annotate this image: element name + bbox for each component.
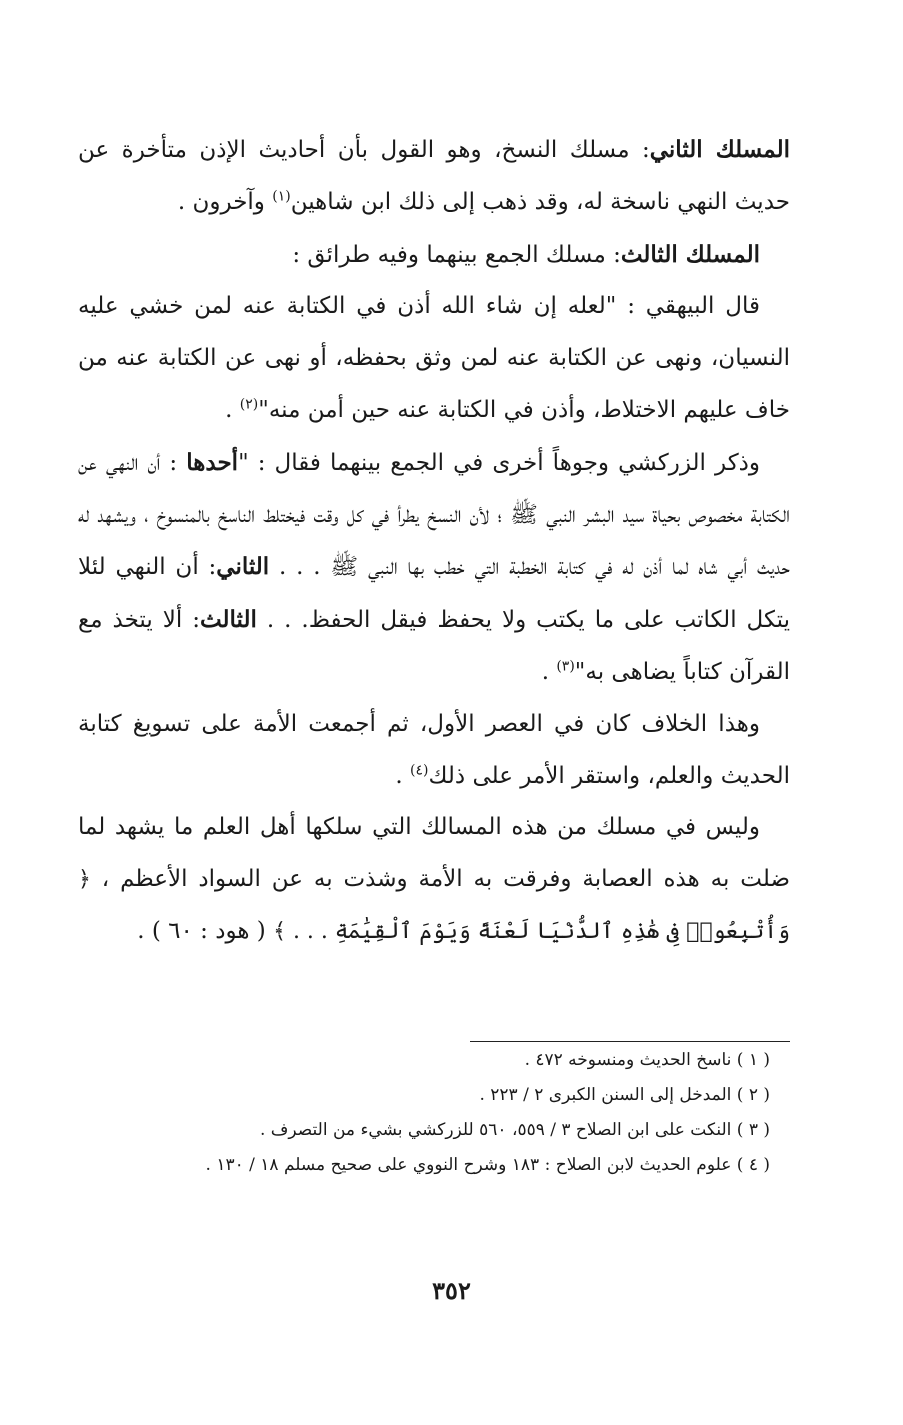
paragraph-text: وذكر الزركشي وجوهاً أخرى في الجمع بينهما فقال : " <box>238 449 760 476</box>
footnote-item: ( ٣ ) النكت على ابن الصلاح ٣ / ٥٥٩، ٥٦٠ للزركشي بشيء من التصرف . <box>260 1120 770 1140</box>
paragraph-bayhaqi <box>78 281 790 436</box>
paragraph-zarkashi <box>78 437 790 699</box>
verse-citation: ( هود : ٦٠ ) . <box>137 917 274 944</box>
paragraph-text: : مسلك الجمع بينهما وفيه طرائق : <box>292 241 621 268</box>
footnote-item: ( ٤ ) علوم الحديث لابن الصلاح : ١٨٣ وشرح النووي على صحيح مسلم ١٨ / ١٣٠ . <box>205 1155 770 1175</box>
term-second: الثاني <box>216 553 270 581</box>
paragraph-text: : ألا يتخذ مع القرآن كتاباً يضاهى به" <box>78 607 790 685</box>
footnotes <box>80 1043 770 1183</box>
paragraph-text: : أن النهي عن الكتابة مخصوص بحياة سيد البشر النبي ﷺ ؛ لأن النسخ يطرأ في كل وقت فيختلط الناسخ بالمنسوخ ، ويشهد له حديث أبي شاه لما أذن له في كتابة الخطبة التي خطب بها النبي ﷺ . . . <box>78 449 790 581</box>
paragraph-conclusion <box>78 802 790 957</box>
paragraph-text: وليس في مسلك من هذه المسالك التي سلكها أهل العلم ما يشهد لما ضلت به هذه العصابة وفرقت به الأمة وشذت به عن السواد الأعظم ، <box>78 814 791 893</box>
page-number: ٣٥٢ <box>432 1276 471 1305</box>
quran-verse: ﴿ وَأُتْبِعُوا۟ فِى هَٰذِهِ ٱلدُّنْيَا لَعْنَةً وَيَوْمَ ٱلْقِيَٰمَةِ . . . ﴾ <box>78 867 790 944</box>
paragraph-third-approach <box>78 229 790 282</box>
paragraph-text: : مسلك النسخ، وهو القول بأن أحاديث الإذن متأخرة عن حديث النهي ناسخة له، وقد ذهب إلى ذلك ابن شاهين <box>78 137 790 215</box>
paragraph-tail: . <box>225 396 240 423</box>
footnote-ref-3[interactable]: (٣) <box>556 658 575 675</box>
main-text <box>78 124 790 958</box>
paragraph-text: : أن النهي لئلا يتكل الكاتب على ما يكتب ولا يحفظ فيقل الحفظ. . . <box>78 554 791 634</box>
paragraph-tail: وآخرون . <box>177 188 273 215</box>
paragraph-tail: . <box>395 762 411 789</box>
footnote-item: ( ٢ ) المدخل إلى السنن الكبرى ٢ / ٢٢٣ . <box>479 1085 770 1105</box>
footnote-separator <box>470 1041 790 1042</box>
paragraph-tail: . <box>541 658 557 685</box>
footnote-ref-4[interactable]: (٤) <box>410 761 429 778</box>
footnote-ref-2[interactable]: (٢) <box>239 396 259 413</box>
paragraph-text: وهذا الخلاف كان في العصر الأول، ثم أجمعت الأمة على تسويغ كتابة الحديث والعلم، واستقر الأمر على ذلك <box>78 710 790 789</box>
paragraph-consensus <box>78 699 790 803</box>
footnote-item: ( ١ ) ناسخ الحديث ومنسوخه ٤٧٢ . <box>524 1050 770 1070</box>
footnote-ref-1[interactable]: (١) <box>272 188 291 205</box>
paragraph-text: قال البيهقي : "لعله إن شاء الله أذن في الكتابة عنه لمن خشي عليه النسيان، ونهى عن الكتابة عنه لمن وثق بحفظه، أو نهى عن الكتابة عنه من خاف عليهم الاختلاط، وأذن في الكتابة عنه حين أمن منه" <box>78 293 790 423</box>
heading-third-approach: المسلك الثالث <box>620 240 760 268</box>
term-first: أحدها <box>186 448 239 476</box>
heading-second-approach: المسلك الثاني <box>649 136 791 163</box>
paragraph-second-approach <box>78 124 790 229</box>
term-third: الثالث <box>199 606 257 634</box>
